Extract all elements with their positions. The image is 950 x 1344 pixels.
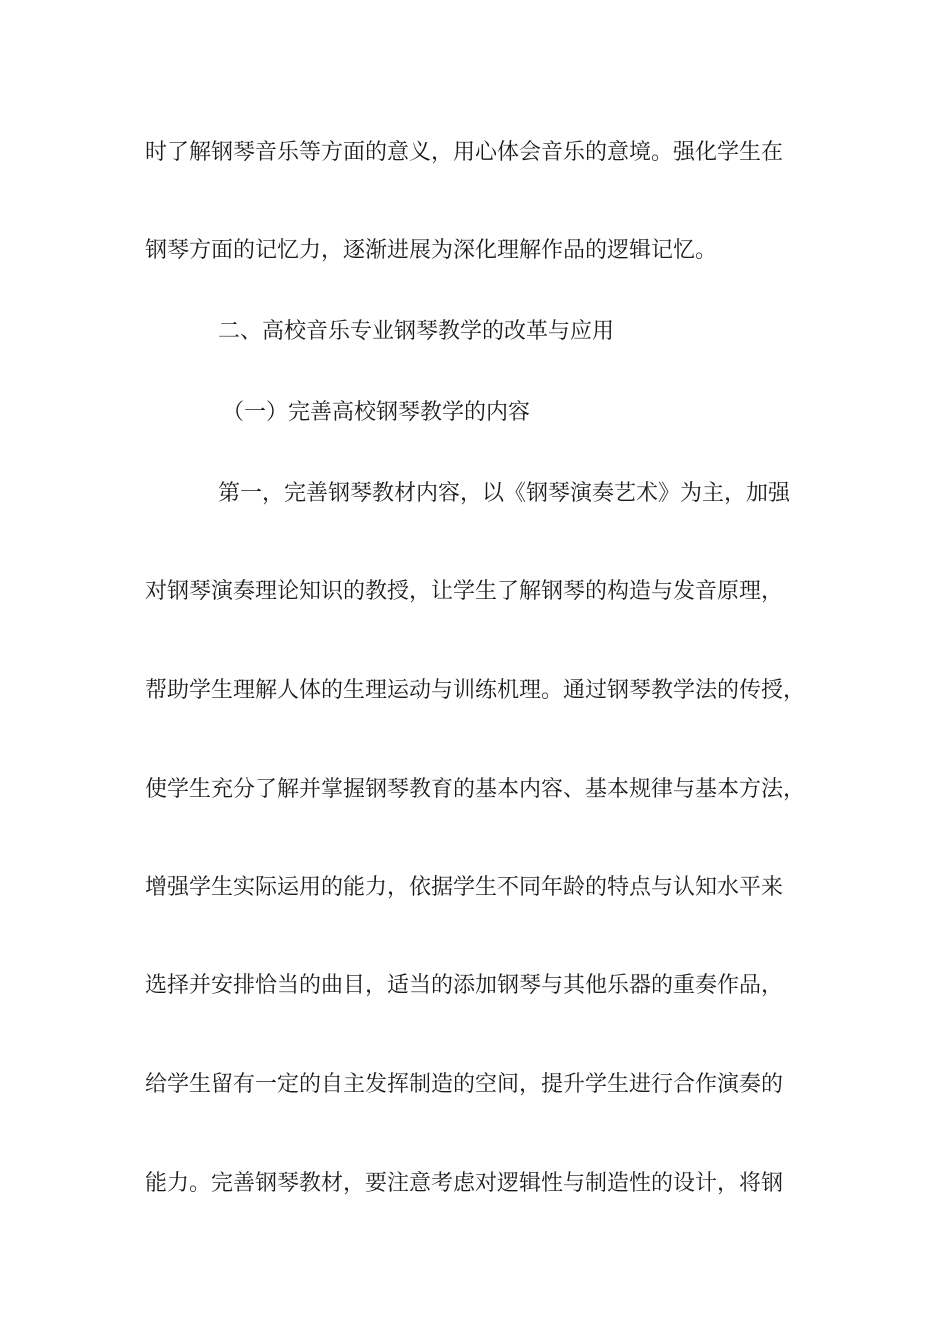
body-text-line: 使学生充分了解并掌握钢琴教育的基本内容、基本规律与基本方法， xyxy=(145,777,806,802)
body-text-line: 给学生留有一定的自主发挥制造的空间，提升学生进行合作演奏的 xyxy=(145,1072,784,1097)
body-text-line: 时了解钢琴音乐等方面的意义，用心体会音乐的意境。强化学生在 xyxy=(145,140,784,165)
body-text-line: 增强学生实际运用的能力，依据学生不同年龄的特点与认知水平来 xyxy=(145,875,784,900)
subsection-heading: （一）完善高校钢琴教学的内容 xyxy=(222,400,531,425)
body-text-line: 对钢琴演奏理论知识的教授，让学生了解钢琴的构造与发音原理， xyxy=(145,579,784,604)
body-text-line: 钢琴方面的记忆力，逐渐进展为深化理解作品的逻辑记忆。 xyxy=(145,238,718,263)
body-text-line: 能力。完善钢琴教材，要注意考虑对逻辑性与制造性的设计，将钢 xyxy=(145,1171,784,1196)
section-heading: 二、高校音乐专业钢琴教学的改革与应用 xyxy=(218,319,615,344)
body-text-line: 帮助学生理解人体的生理运动与训练机理。通过钢琴教学法的传授， xyxy=(145,678,806,703)
body-text-line: 选择并安排恰当的曲目，适当的添加钢琴与其他乐器的重奏作品， xyxy=(145,973,784,998)
paragraph-first-line: 第一，完善钢琴教材内容，以《钢琴演奏艺术》为主，加强 xyxy=(218,481,791,506)
